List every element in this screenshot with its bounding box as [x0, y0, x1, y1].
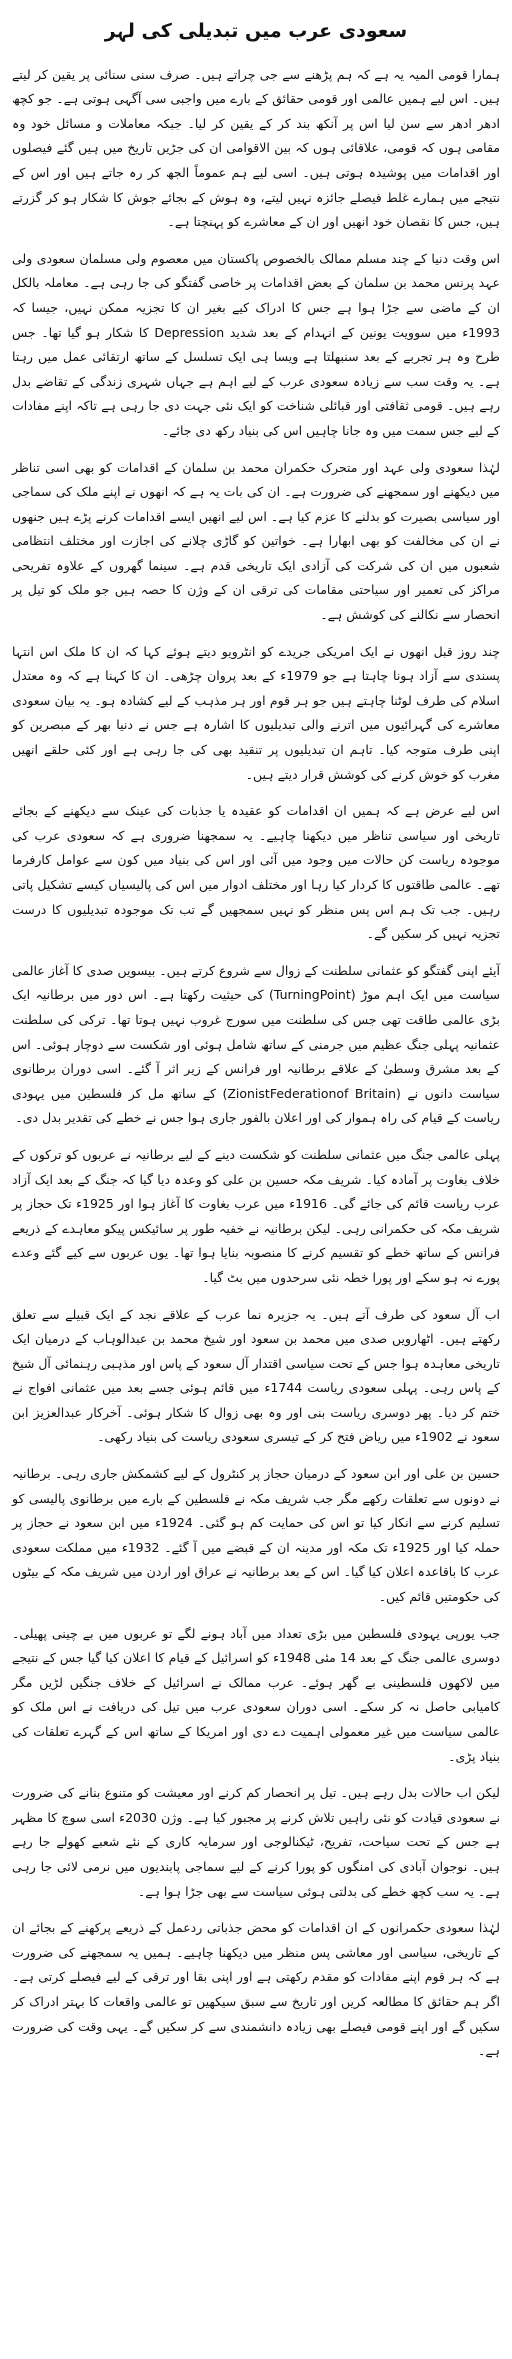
article-paragraph: ہمارا قومی المیہ یہ ہے کہ ہم پڑھنے سے جی چراتے ہیں۔ صرف سنی سنائی پر یقین کر لیتے ہیں۔ اس لیے ہمیں عالمی اور قومی حقائق کے بارے میں واجبی سی آگہی ہوتی ہے۔ جو کچھ ادھر ادھر سے سن لیا اس پر آنکھ بند کر کے یقین کر لیا۔ جبکہ معاملات و مسائل خود وہ مقامی ہوں کہ قومی، علاقائی ہوں کہ بین الاقوامی ان کی جڑیں تاریخ میں ہیں گئے فیصلوں اور اقدامات میں پوشیدہ ہوتی ہیں۔ اسی لیے ہم عموماً الجھ کر رہ جاتے ہیں اور اس کے نتیجے میں ہمارے غلط فیصلے جائزہ نہیں لیتے، وہ ہوش کے بجائے جوش کا شکار ہو کر گزرتے ہیں، جس کا نقصان خود انھیں اور ان کے معاشرے کو پہنچتا ہے۔ [12, 66, 500, 230]
article-paragraph: آیئے اپنی گفتگو کو عثمانی سلطنت کے زوال سے شروع کرتے ہیں۔ بیسویں صدی کا آغاز عالمی سیاست میں ایک اہم موڑ (TurningPoint) کی حیثیت رکھتا ہے۔ اس دور میں برطانیہ ایک بڑی عالمی طاقت تھی جس کی سلطنت میں سورج غروب نہیں ہوتا تھا۔ ترکی کی سلطنت عثمانیہ پہلی جنگ عظیم میں جرمنی کے ساتھ شامل ہوئی اور شکست سے دوچار ہوئی۔ اس کے بعد مشرق وسطیٰ کے علاقے برطانیہ اور فرانس کے زیر اثر آ گئے۔ اسی دوران برطانوی سیاست دانوں نے (ZionistFederationof Britain) کے ساتھ مل کر فلسطین میں یہودی ریاست کے قیام کی راہ ہموار کی اور اعلان بالفور جاری ہوا جس نے خطے کی تقدیر بدل دی۔ [12, 962, 500, 1126]
article-title: سعودی عرب میں تبدیلی کی لہر [104, 20, 408, 42]
article-paragraph: لہٰذا سعودی ولی عہد اور متحرک حکمران محمد بن سلمان کے اقدامات کو بھی اسی تناظر میں دیکھنے اور سمجھنے کی ضرورت ہے۔ ان کی بات یہ ہے کہ انھوں نے اپنے ملک کی سماجی اور سیاسی بصیرت کو بدلنے کا عزم کیا ہے۔ اس لیے انھیں ایسے اقدامات کرنے پڑے ہیں جنھوں نے ان کی مخالفت کو بھی ابھارا ہے۔ خواتین کو گاڑی چلانے کی اجازت اور مختلف انتظامی شعبوں میں ان کی شرکت کی آزادی ایک تاریخی قدم ہے۔ سینما گھروں کے علاوہ تفریحی مراکز کی تعمیر اور سیاحتی مقامات کی ترقی ان کے وژن کا حصہ ہیں جو ملک کو تیل پر انحصار سے نکالنے کی کوشش ہے۔ [12, 459, 500, 623]
article-paragraph: چند روز قبل انھوں نے ایک امریکی جریدے کو انٹرویو دیتے ہوئے کہا کہ ان کا ملک اس انتہا پسندی سے آزاد ہونا چاہتا ہے جو 1979ء کے بعد پروان چڑھی۔ ان کا کہنا ہے کہ وہ معتدل اسلام کی طرف لوٹنا چاہتے ہیں جو ہر قوم اور ہر مذہب کے لیے کشادہ ہو۔ یہ بیان سعودی معاشرے کی گہرائیوں میں اترنے والی تبدیلیوں کا اشارہ ہے جس نے دنیا بھر کے مبصرین کو اپنی طرف متوجہ کیا۔ تاہم ان تبدیلیوں پر تنقید بھی کی جا رہی ہے اور کئی حلقے انھیں مغرب کو خوش کرنے کی کوشش قرار دیتے ہیں۔ [12, 643, 500, 782]
article-paragraph: جب یورپی یہودی فلسطین میں بڑی تعداد میں آباد ہونے لگے تو عربوں میں بے چینی پھیلی۔ دوسری عالمی جنگ کے بعد 14 مئی 1948ء کو اسرائیل کے قیام کا اعلان کیا گیا جس کے نتیجے میں لاکھوں فلسطینی بے گھر ہوئے۔ عرب ممالک نے اسرائیل کے خلاف جنگیں لڑیں مگر کامیابی حاصل نہ کر سکے۔ اسی دوران سعودی عرب میں تیل کی دریافت نے اس ملک کو عالمی سیاست میں غیر معمولی اہمیت دے دی اور امریکا کے ساتھ اس کے گہرے تعلقات کی بنیاد پڑی۔ [12, 1625, 500, 1764]
article-paragraph: اس وقت دنیا کے چند مسلم ممالک بالخصوص پاکستان میں معصوم ولی مسلمان سعودی ولی عہد پرنس محمد بن سلمان کے بعض اقدامات پر خاصی گفتگو کی جا رہی ہے۔ معاملہ بالکل ان کے ماضی سے جڑا ہوا ہے جس کا ادراک کیے بغیر ان کا تجزیہ ممکن نہیں، جیسا کہ 1993ء میں سوویت یونین کے انہدام کے بعد شدید Depression کا شکار ہو گیا تھا۔ جس طرح وہ ہر تجربے کے بعد سنبھلتا ہے ویسا ہی ایک تسلسل کے ساتھ ارتقائی عمل میں رہتا ہے۔ یہ وقت سب سے زیادہ سعودی عرب کے لیے اہم ہے جہاں شہری زندگی کے تقاضے بدل رہے ہیں۔ قومی ثقافتی اور قبائلی شناخت کو ایک نئی جہت دی جا رہی ہے تاکہ اپنے مفادات کے لیے جس سمت میں وہ جانا چاہیں اس کی بنیاد رکھ دی جائے۔ [12, 250, 500, 438]
article-paragraph: اس لیے عرض ہے کہ ہمیں ان اقدامات کو عقیدہ یا جذبات کی عینک سے دیکھنے کے بجائے تاریخی اور سیاسی تناظر میں دیکھنا چاہیے۔ یہ سمجھنا ضروری ہے کہ سعودی عرب کی موجودہ ریاست کن حالات میں وجود میں آئی اور اس کی بنیاد میں کون سے عوامل کارفرما تھے۔ عالمی طاقتوں کا کردار کیا رہا اور مختلف ادوار میں اس کی پالیسیاں کیسے تشکیل پاتی رہیں۔ جب تک ہم اس پس منظر کو نہیں سمجھیں گے تب تک موجودہ تبدیلیوں کا درست تجزیہ نہیں کر سکیں گے۔ [12, 803, 500, 942]
article-paragraph: حسین بن علی اور ابن سعود کے درمیان حجاز پر کنٹرول کے لیے کشمکش جاری رہی۔ برطانیہ نے دونوں سے تعلقات رکھے مگر جب شریف مکہ نے فلسطین کے بارے میں برطانوی پالیسی کو تسلیم کرنے سے انکار کیا تو اس کی حمایت کم ہو گئی۔ 1924ء میں ابن سعود نے حجاز پر حملہ کیا اور 1925ء تک مکہ اور مدینہ ان کے قبضے میں آ گئے۔ 1932ء میں مملکت سعودی عرب کا باقاعدہ اعلان کیا گیا۔ اس کے بعد برطانیہ نے عراق اور اردن میں شریف مکہ کے بیٹوں کی حکومتیں قائم کیں۔ [12, 1466, 500, 1605]
article-paragraph: لہٰذا سعودی حکمرانوں کے ان اقدامات کو محض جذباتی ردعمل کے ذریعے پرکھنے کے بجائے ان کے تاریخی، سیاسی اور معاشی پس منظر میں دیکھنا چاہیے۔ ہمیں یہ سمجھنے کی ضرورت ہے کہ ہر قوم اپنے مفادات کو مقدم رکھتی ہے اور اپنی بقا اور ترقی کے لیے فیصلے کرتی ہے۔ اگر ہم حقائق کا مطالعہ کریں اور تاریخ سے سبق سیکھیں تو عالمی واقعات کا بہتر ادراک کر سکیں گے اور اپنے قومی فیصلے بھی زیادہ دانشمندی سے کر سکیں گے۔ یہی وقت کی ضرورت ہے۔ [12, 1920, 500, 2059]
article-body [12, 63, 500, 2064]
article-paragraph: پہلی عالمی جنگ میں عثمانی سلطنت کو شکست دینے کے لیے برطانیہ نے عربوں کو ترکوں کے خلاف بغاوت پر آمادہ کیا۔ شریف مکہ حسین بن علی کو وعدہ دیا گیا کہ جنگ کے بعد ایک آزاد عرب ریاست قائم کی جائے گی۔ 1916ء میں عرب بغاوت کا آغاز ہوا اور 1925ء تک حجاز پر شریف مکہ کی حکمرانی رہی۔ لیکن برطانیہ نے خفیہ طور پر سائیکس پیکو معاہدے کے ذریعے فرانس کے ساتھ خطے کو تقسیم کرنے کا منصوبہ بنایا ہوا تھا۔ یوں عربوں سے کیے گئے وعدے پورے نہ ہو سکے اور پورا خطہ نئی سرحدوں میں بٹ گیا۔ [12, 1146, 501, 1285]
article-paragraph: اب آل سعود کی طرف آتے ہیں۔ یہ جزیرہ نما عرب کے علاقے نجد کے ایک قبیلے سے تعلق رکھتے ہیں۔ اٹھارویں صدی میں محمد بن سعود اور شیخ محمد بن عبدالوہاب کے درمیان ایک تاریخی معاہدہ ہوا جس کے تحت سیاسی اقتدار آل سعود کے پاس اور مذہبی رہنمائی آل شیخ کے پاس رہی۔ پہلی سعودی ریاست 1744ء میں قائم ہوئی جسے بعد میں عثمانی افواج نے ختم کر دیا۔ پھر دوسری ریاست بنی اور وہ بھی زوال کا شکار ہوئی۔ آخرکار عبدالعزیز ابن سعود نے 1902ء میں ریاض فتح کر کے تیسری سعودی ریاست کی بنیاد رکھی۔ [12, 1306, 500, 1445]
article-paragraph: لیکن اب حالات بدل رہے ہیں۔ تیل پر انحصار کم کرنے اور معیشت کو متنوع بنانے کی ضرورت نے سعودی قیادت کو نئی راہیں تلاش کرنے پر مجبور کیا ہے۔ وژن 2030ء اسی سوچ کا مظہر ہے جس کے تحت سیاحت، تفریح، ٹیکنالوجی اور سرمایہ کاری کے نئے شعبے کھولے جا رہے ہیں۔ نوجوان آبادی کی امنگوں کو پورا کرنے کے لیے سماجی پابندیوں میں نرمی لائی جا رہی ہے۔ یہ سب کچھ خطے کی بدلتی ہوئی سیاست سے بھی جڑا ہوا ہے۔ [12, 1785, 500, 1899]
